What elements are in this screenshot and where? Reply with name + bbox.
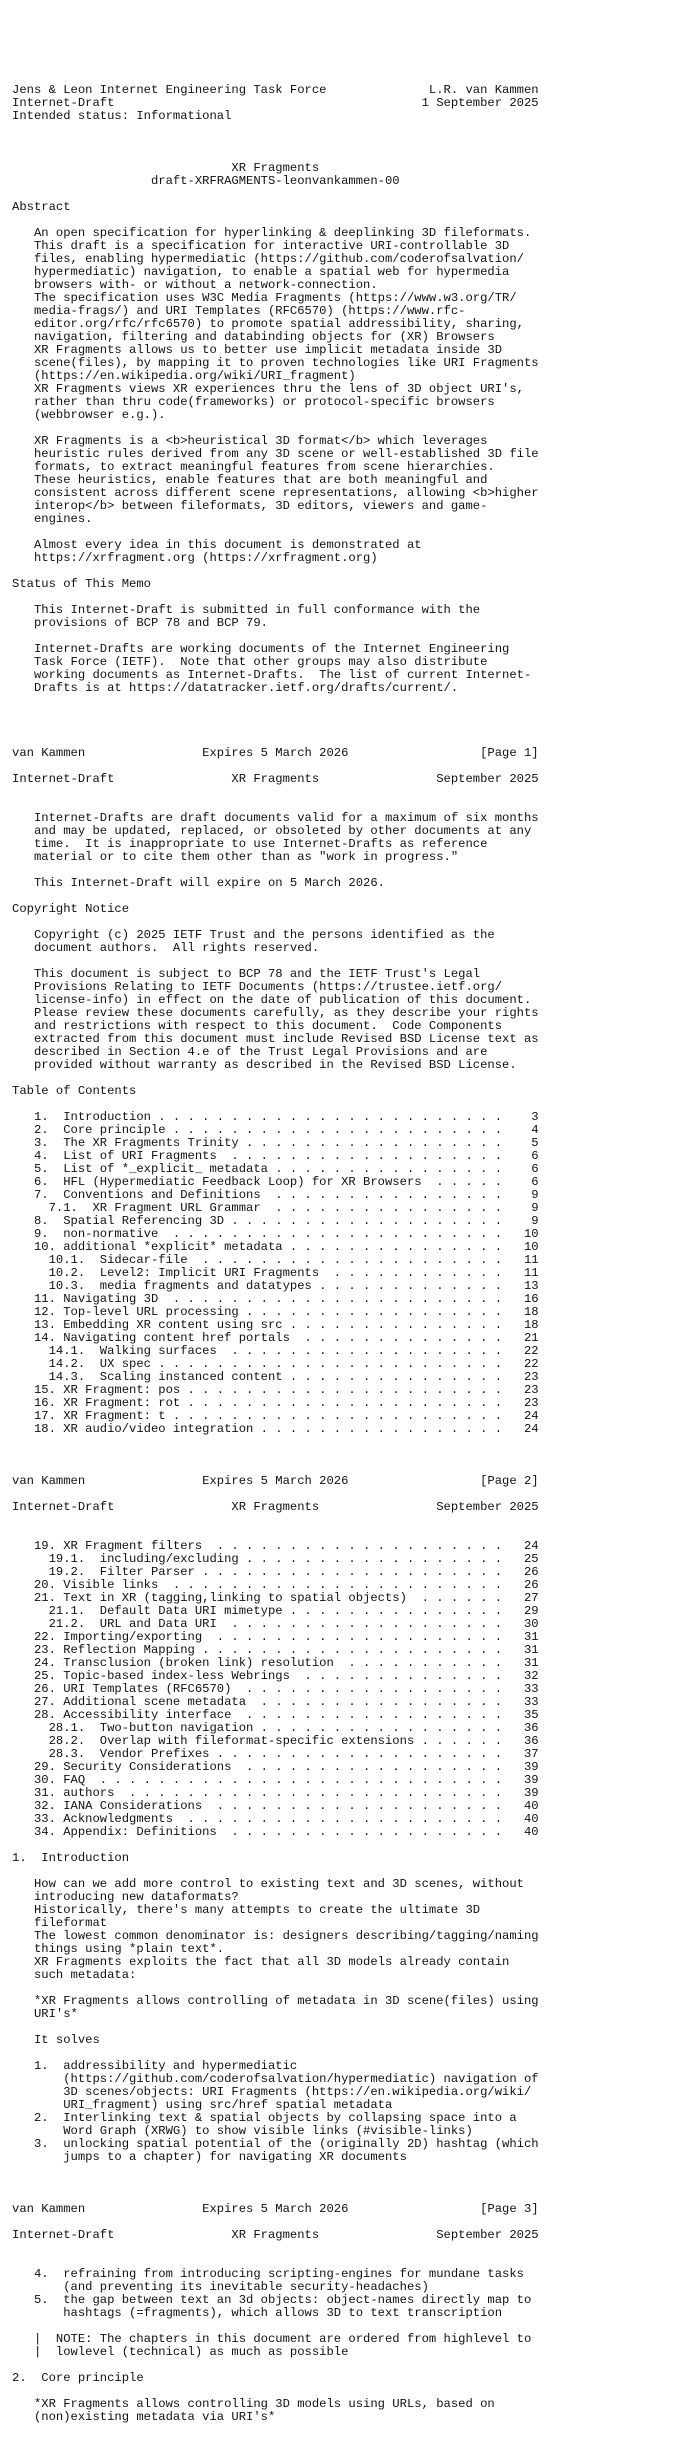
toc-entry-line: 19.1. including/excluding . . . . . . . . . . . . . . . . . . 25 (12, 1552, 539, 1566)
text-line: material or to cite them other than as "work in progress." (12, 850, 459, 864)
text-line: The lowest common denominator is: designers describing/tagging/naming (12, 1929, 539, 1943)
text-line: files, enabling hypermediatic (https://github.com/coderofsalvation/ (12, 252, 524, 266)
blank-line (12, 123, 552, 136)
text-line: 4. refraining from introducing scripting-engines for mundane tasks (12, 2267, 524, 2281)
text-line: (https://en.wikipedia.org/wiki/URI_fragment) (12, 369, 356, 383)
toc-entry-line: 31. authors . . . . . . . . . . . . . . . . . . . . . . . . . . 39 (12, 1786, 539, 1800)
text-line: Drafts is at https://datatracker.ietf.org/drafts/current/. (12, 681, 459, 695)
masthead-line: Jens & Leon Internet Engineering Task Force L.R. van Kammen (12, 83, 539, 97)
toc-entry-line: 15. XR Fragment: pos . . . . . . . . . . . . . . . . . . . . . . 23 (12, 1383, 539, 1397)
text-line: document authors. All rights reserved. (12, 941, 320, 955)
text-line: This Internet-Draft will expire on 5 March 2026. (12, 876, 385, 890)
toc-entry-line: 11. Navigating 3D . . . . . . . . . . . . . . . . . . . . . . . 16 (12, 1292, 539, 1306)
text-line: URI_fragment) using src/href spatial metadata (12, 2098, 393, 2112)
blank-line (12, 786, 552, 799)
title-line: XR Fragments (12, 161, 320, 175)
text-line: Intended status: Informational (12, 109, 232, 123)
text-line: 1. Introduction (12, 1851, 130, 1865)
text-line: This Internet-Draft is submitted in full conformance with the (12, 603, 481, 617)
toc-entry-line: 21.1. Default Data URI mimetype . . . . . . . . . . . . . . . 29 (12, 1604, 539, 1618)
text-line: | NOTE: The chapters in this document are ordered from highlevel to (12, 2332, 532, 2346)
text-line: formats, to extract meaningful features from scene hierarchies. (12, 460, 495, 474)
document-text (12, 84, 552, 2424)
text-line: scene(files), by mapping it to proven technologies like URI Fragments (12, 356, 539, 370)
toc-entry-line: 16. XR Fragment: rot . . . . . . . . . . . . . . . . . . . . . . 23 (12, 1396, 539, 1410)
text-line: provided without warranty as described in the Revised BSD License. (12, 1058, 517, 1072)
blank-line (12, 1436, 552, 1449)
toc-entry-line: 8. Spatial Referencing 3D . . . . . . . . . . . . . . . . . . . 9 (12, 1214, 539, 1228)
text-line: Copyright (c) 2025 IETF Trust and the persons identified as the (12, 928, 495, 942)
text-line: interop</b> between fileformats, 3D editors, viewers and game- (12, 499, 488, 513)
text-line: media-frags/) and URI Templates (RFC6570) (https://www.rfc- (12, 304, 466, 318)
toc-entry-line: 14.2. UX spec . . . . . . . . . . . . . . . . . . . . . . . . 22 (12, 1357, 539, 1371)
toc-entry-line: 7.1. XR Fragment URL Grammar . . . . . . . . . . . . . . . . 9 (12, 1201, 539, 1215)
text-line: time. It is inappropriate to use Internet-Drafts as reference (12, 837, 488, 851)
text-line: URI's* (12, 2007, 78, 2021)
toc-entry-line: 28.3. Vendor Prefixes . . . . . . . . . . . . . . . . . . . . 37 (12, 1747, 539, 1761)
text-line: https://xrfragment.org (https://xrfragment.org) (12, 551, 378, 565)
text-line: and restrictions with respect to this document. Code Components (12, 1019, 503, 1033)
text-line: Historically, there's many attempts to create the ultimate 3D (12, 1903, 481, 1917)
text-line: Table of Contents (12, 1084, 137, 1098)
toc-entry-line: 17. XR Fragment: t . . . . . . . . . . . . . . . . . . . . . . . 24 (12, 1409, 539, 1423)
text-line: Almost every idea in this document is demonstrated at (12, 538, 422, 552)
toc-entry-line: 10.3. media fragments and datatypes . . . . . . . . . . . . . 13 (12, 1279, 539, 1293)
toc-entry-line: 13. Embedding XR content using src . . . . . . . . . . . . . . . 18 (12, 1318, 539, 1332)
text-line: Word Graph (XRWG) to show visible links (#visible-links) (12, 2124, 473, 2138)
toc-entry-line: 2. Core principle . . . . . . . . . . . . . . . . . . . . . . . 4 (12, 1123, 539, 1137)
toc-entry-line: 20. Visible links . . . . . . . . . . . . . . . . . . . . . . . 26 (12, 1578, 539, 1592)
text-line: 2. Interlinking text & spatial objects by collapsing space into a (12, 2111, 517, 2125)
text-line: hypermediatic) navigation, to enable a spatial web for hypermedia (12, 265, 510, 279)
text-line: (https://github.com/coderofsalvation/hypermediatic) navigation of (12, 2072, 539, 2086)
blank-line (12, 695, 552, 708)
text-line: rather than thru code(frameworks) or protocol-specific browsers (12, 395, 495, 409)
toc-entry-line: 33. Acknowledgments . . . . . . . . . . . . . . . . . . . . . . 40 (12, 1812, 539, 1826)
text-line: (and preventing its inevitable security-headaches) (12, 2280, 429, 2294)
toc-entry-line: 10.1. Sidecar-file . . . . . . . . . . . . . . . . . . . . . 11 (12, 1253, 539, 1267)
text-line: such metadata: (12, 1968, 137, 1982)
toc-entry-line: 21.2. URL and Data URI . . . . . . . . . . . . . . . . . . . 30 (12, 1617, 539, 1631)
text-line: XR Fragments is a <b>heuristical 3D format</b> which leverages (12, 434, 488, 448)
toc-entry-line: 28.1. Two-button navigation . . . . . . . . . . . . . . . . . 36 (12, 1721, 539, 1735)
toc-entry-line: 10.2. Level2: Implicit URI Fragments . . . . . . . . . . . . 11 (12, 1266, 539, 1280)
text-line: 5. the gap between text an 3d objects: object-names directly map to (12, 2293, 532, 2307)
toc-entry-line: 6. HFL (Hypermediatic Feedback Loop) for XR Browsers . . . . . 6 (12, 1175, 539, 1189)
blank-line (12, 188, 552, 201)
text-line: Provisions Relating to IETF Documents (https://trustee.ietf.org/ (12, 980, 503, 994)
text-line: browsers with- or without a network-connection. (12, 278, 378, 292)
text-line: Status of This Memo (12, 577, 151, 591)
blank-line (12, 1514, 552, 1527)
masthead-line: Internet-Draft 1 September 2025 (12, 96, 539, 110)
text-line: hashtags (=fragments), which allows 3D to text transcription (12, 2306, 503, 2320)
page-footer-line: van Kammen Expires 5 March 2026 [Page 2] (12, 1474, 539, 1488)
text-line: Copyright Notice (12, 902, 130, 916)
text-line: 1. addressibility and hypermediatic (12, 2059, 298, 2073)
page-header-line: Internet-Draft XR Fragments September 2025 (12, 2228, 539, 2242)
toc-entry-line: 28.2. Overlap with fileformat-specific extensions . . . . . . 36 (12, 1734, 539, 1748)
text-line: XR Fragments exploits the fact that all 3D models already contain (12, 1955, 510, 1969)
blank-line (12, 2164, 552, 2177)
toc-entry-line: 29. Security Considerations . . . . . . . . . . . . . . . . . . 39 (12, 1760, 539, 1774)
text-line: An open specification for hyperlinking & deeplinking 3D fileformats. (12, 226, 532, 240)
blank-line (12, 1449, 552, 1462)
text-line: extracted from this document must include Revised BSD License text as (12, 1032, 539, 1046)
text-line: jumps to a chapter) for navigating XR documents (12, 2150, 407, 2164)
toc-entry-line: 18. XR audio/video integration . . . . . . . . . . . . . . . . . 24 (12, 1422, 539, 1436)
text-line: The specification uses W3C Media Fragments (https://www.w3.org/TR/ (12, 291, 517, 305)
text-line: described in Section 4.e of the Trust Legal Provisions and are (12, 1045, 488, 1059)
toc-entry-line: 34. Appendix: Definitions . . . . . . . . . . . . . . . . . . . 40 (12, 1825, 539, 1839)
page-header-line: Internet-Draft XR Fragments September 2025 (12, 1500, 539, 1514)
text-line: (webbrowser e.g.). (12, 408, 166, 422)
text-line: Internet-Drafts are draft documents valid for a maximum of six months (12, 811, 539, 825)
toc-entry-line: 12. Top-level URL processing . . . . . . . . . . . . . . . . . . 18 (12, 1305, 539, 1319)
text-line: engines. (12, 512, 93, 526)
text-line: 3. unlocking spatial potential of the (originally 2D) hashtag (which (12, 2137, 539, 2151)
text-line: It solves (12, 2033, 100, 2047)
text-line: This draft is a specification for interactive URI-controllable 3D (12, 239, 510, 253)
blank-line (12, 2242, 552, 2255)
toc-entry-line: 25. Topic-based index-less Webrings . . . . . . . . . . . . . . 32 (12, 1669, 539, 1683)
toc-entry-line: 26. URI Templates (RFC6570) . . . . . . . . . . . . . . . . . . 33 (12, 1682, 539, 1696)
toc-entry-line: 4. List of URI Fragments . . . . . . . . . . . . . . . . . . . 6 (12, 1149, 539, 1163)
text-line: heuristic rules derived from any 3D scene or well-established 3D file (12, 447, 539, 461)
toc-entry-line: 7. Conventions and Definitions . . . . . . . . . . . . . . . . 9 (12, 1188, 539, 1202)
text-line: fileformat (12, 1916, 108, 1930)
title-line: draft-XRFRAGMENTS-leonvankammen-00 (12, 174, 400, 188)
toc-entry-line: 9. non-normative . . . . . . . . . . . . . . . . . . . . . . . 10 (12, 1227, 539, 1241)
text-line: Abstract (12, 200, 71, 214)
blank-line (12, 708, 552, 721)
text-line: 2. Core principle (12, 2371, 144, 2385)
toc-entry-line: 14.3. Scaling instanced content . . . . . . . . . . . . . . . 23 (12, 1370, 539, 1384)
toc-entry-line: 5. List of *_explicit_ metadata . . . . . . . . . . . . . . . . 6 (12, 1162, 539, 1176)
blank-line (12, 2177, 552, 2190)
text-line: This document is subject to BCP 78 and the IETF Trust's Legal (12, 967, 481, 981)
text-line: consistent across different scene representations, allowing <b>higher (12, 486, 539, 500)
text-line: XR Fragments views XR experiences thru the lens of 3D object URI's, (12, 382, 524, 396)
text-line: *XR Fragments allows controlling of metadata in 3D scene(files) using (12, 1994, 539, 2008)
toc-entry-line: 27. Additional scene metadata . . . . . . . . . . . . . . . . . 33 (12, 1695, 539, 1709)
text-line: working documents as Internet-Drafts. The list of current Internet- (12, 668, 532, 682)
toc-entry-line: 3. The XR Fragments Trinity . . . . . . . . . . . . . . . . . . 5 (12, 1136, 539, 1150)
blank-line (12, 136, 552, 149)
toc-entry-line: 22. Importing/exporting . . . . . . . . . . . . . . . . . . . . 31 (12, 1630, 539, 1644)
toc-entry-line: 19. XR Fragment filters . . . . . . . . . . . . . . . . . . . . 24 (12, 1539, 539, 1553)
text-line: and may be updated, replaced, or obsoleted by other documents at any (12, 824, 532, 838)
toc-entry-line: 14. Navigating content href portals . . . . . . . . . . . . . . 21 (12, 1331, 539, 1345)
text-line: license-info) in effect on the date of publication of this document. (12, 993, 532, 1007)
toc-entry-line: 14.1. Walking surfaces . . . . . . . . . . . . . . . . . . . 22 (12, 1344, 539, 1358)
toc-entry-line: 10. additional *explicit* metadata . . . . . . . . . . . . . . . 10 (12, 1240, 539, 1254)
text-line: (non)existing metadata via URI's* (12, 2410, 276, 2424)
text-line: How can we add more control to existing text and 3D scenes, without (12, 1877, 524, 1891)
toc-entry-line: 19.2. Filter Parser . . . . . . . . . . . . . . . . . . . . . 26 (12, 1565, 539, 1579)
toc-entry-line: 24. Transclusion (broken link) resolution . . . . . . . . . . . 31 (12, 1656, 539, 1670)
internet-draft-document (12, 58, 552, 2437)
text-line: things using *plain text*. (12, 1942, 225, 1956)
toc-entry-line: 32. IANA Considerations . . . . . . . . . . . . . . . . . . . . 40 (12, 1799, 539, 1813)
toc-entry-line: 28. Accessibility interface . . . . . . . . . . . . . . . . . . 35 (12, 1708, 539, 1722)
page-footer-line: van Kammen Expires 5 March 2026 [Page 1] (12, 746, 539, 760)
text-line: *XR Fragments allows controlling 3D models using URLs, based on (12, 2397, 495, 2411)
text-line: navigation, filtering and databinding objects for (XR) Browsers (12, 330, 495, 344)
text-line: Task Force (IETF). Note that other groups may also distribute (12, 655, 488, 669)
text-line: These heuristics, enable features that are both meaningful and (12, 473, 488, 487)
text-line: Internet-Drafts are working documents of the Internet Engineering (12, 642, 510, 656)
text-line: introducing new dataformats? (12, 1890, 239, 1904)
toc-entry-line: 21. Text in XR (tagging,linking to spatial objects) . . . . . . 27 (12, 1591, 539, 1605)
page-footer-line: van Kammen Expires 5 March 2026 [Page 3] (12, 2202, 539, 2216)
toc-entry-line: 1. Introduction . . . . . . . . . . . . . . . . . . . . . . . . 3 (12, 1110, 539, 1124)
text-line: | lowlevel (technical) as much as possible (12, 2345, 349, 2359)
text-line: Please review these documents carefully, as they describe your rights (12, 1006, 539, 1020)
text-line: editor.org/rfc/rfc6570) to promote spatial addressibility, sharing, (12, 317, 524, 331)
toc-entry-line: 23. Reflection Mapping . . . . . . . . . . . . . . . . . . . . . 31 (12, 1643, 539, 1657)
blank-line (12, 721, 552, 734)
text-line: 3D scenes/objects: URI Fragments (https://en.wikipedia.org/wiki/ (12, 2085, 532, 2099)
text-line: XR Fragments allows us to better use implicit metadata inside 3D (12, 343, 503, 357)
toc-entry-line: 30. FAQ . . . . . . . . . . . . . . . . . . . . . . . . . . . . 39 (12, 1773, 539, 1787)
text-line: provisions of BCP 78 and BCP 79. (12, 616, 268, 630)
page-header-line: Internet-Draft XR Fragments September 2025 (12, 772, 539, 786)
